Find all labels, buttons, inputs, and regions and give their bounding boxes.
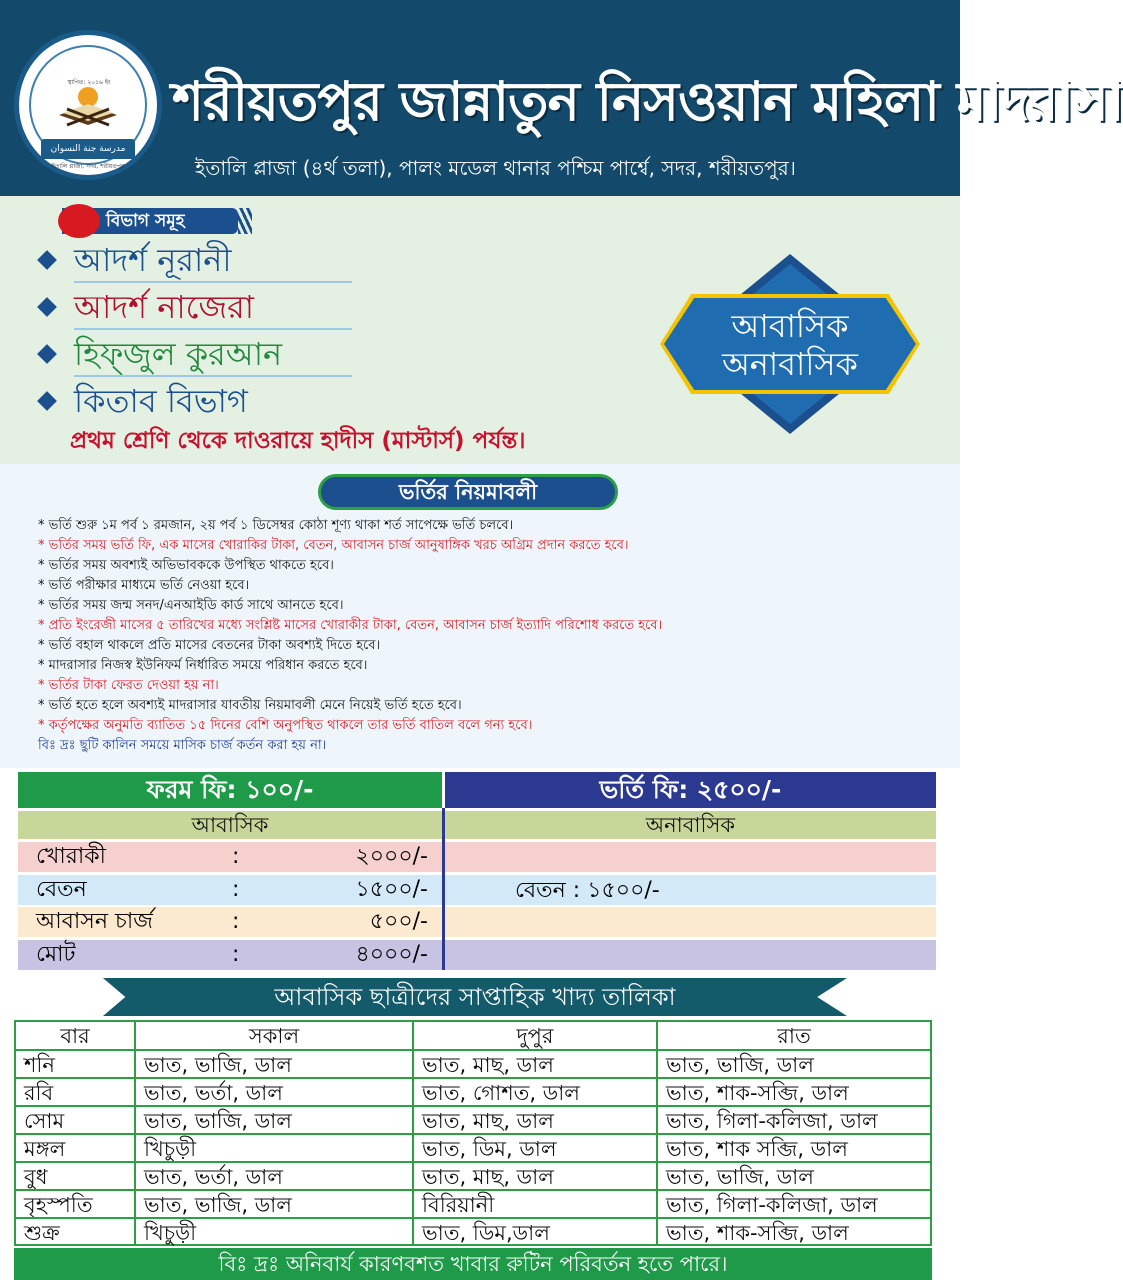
day-cell: সোম bbox=[24, 1109, 65, 1133]
food-heading: আবাসিক ছাত্রীদের সাপ্তাহিক খাদ্য তালিকা bbox=[274, 983, 676, 1011]
column-header: সকাল bbox=[248, 1024, 300, 1048]
table-row bbox=[16, 1191, 930, 1219]
rule-item: * মাদরাসার নিজস্ব ইউনিফর্ম নির্ধারিত সময়ে পরিধান করতে হবে। bbox=[38, 658, 368, 673]
rule-item: * ভর্তি শুরু ১ম পর্ব ১ রমজান, ২য় পর্ব ১ ডিসেম্বর কোঠা শূণ্য থাকা শর্ত সাপেক্ষে ভর্তি চলবে। bbox=[38, 518, 514, 533]
rules-heading-tag bbox=[318, 474, 618, 510]
meal-cell: ভাত, ভর্তা, ডাল bbox=[144, 1081, 283, 1105]
logo-ribbon: مدرسة جنة النسوان bbox=[41, 139, 135, 159]
meal-cell: ভাত, শাক-সব্জি, ডাল bbox=[666, 1221, 849, 1245]
food-heading-tag bbox=[103, 978, 847, 1016]
logo-established: স্থাপিত: ২০১৬ ইং bbox=[67, 79, 111, 86]
fee-amount: ২০০০/- bbox=[355, 844, 428, 869]
column-divider bbox=[412, 1022, 414, 1244]
department-label: হিফ্জুল কুরআন bbox=[74, 335, 283, 373]
meal-cell: ভাত, শাক সব্জি, ডাল bbox=[666, 1137, 848, 1161]
meal-cell: ভাত, ভাজি, ডাল bbox=[144, 1109, 292, 1133]
rule-item: * ভর্তির সময় অবশ্যই অভিভাবককে উপস্থিত থাকতে হবে। bbox=[38, 558, 334, 573]
fee-colon: : bbox=[232, 941, 240, 967]
meal-cell: ভাত, মাছ, ডাল bbox=[422, 1165, 554, 1189]
fee-colon: : bbox=[232, 909, 240, 934]
fee-amount: ৪০০০/- bbox=[355, 941, 428, 967]
diamond-bullet-icon bbox=[37, 250, 57, 270]
residential-header: আবাসিক bbox=[18, 811, 442, 839]
fee-label: মোট bbox=[36, 941, 76, 967]
department-item bbox=[40, 332, 320, 376]
meal-cell: ভাত, ভাজি, ডাল bbox=[666, 1165, 814, 1189]
diamond-bullet-icon bbox=[37, 391, 57, 411]
fee-table bbox=[18, 772, 936, 970]
fee-row bbox=[18, 842, 936, 872]
non-residential-header: অনাবাসিক bbox=[445, 811, 936, 839]
rule-item: * ভর্তির টাকা ফেরত দেওয়া হয় না। bbox=[38, 678, 219, 693]
address: ইতালি প্লাজা (৪র্থ তলা), পালং মডেল থানার পশ্চিম পার্শ্বে, সদর, শরীয়তপুর। bbox=[195, 156, 796, 180]
departments-section bbox=[0, 196, 960, 464]
rule-item: * প্রতি ইংরেজী মাসের ৫ তারিখের মধ্যে সংশ্লিষ্ট মাসের খোরাকীর টাকা, বেতন, আবাসন চার্জ ইত্যাদি পরিশোধ করতে হবে। bbox=[38, 618, 663, 633]
rule-item: * ভর্তি বহাল থাকলে প্রতি মাসের বেতনের টাকা অবশ্যই দিতে হবে। bbox=[38, 638, 381, 653]
table-row bbox=[16, 1163, 930, 1191]
divider bbox=[74, 328, 352, 330]
rule-item: * ভর্তির সময় জন্ম সনদ/এনআইডি কার্ড সাথে আনতে হবে। bbox=[38, 598, 344, 613]
fee-amount: ৫০০/- bbox=[369, 909, 428, 934]
fee-amount: ১৫০০/- bbox=[355, 876, 428, 902]
table-row bbox=[16, 1135, 930, 1163]
department-label: আদর্শ নূরানী bbox=[74, 241, 232, 279]
table-row bbox=[16, 1107, 930, 1135]
residency-line1: আবাসিক bbox=[731, 307, 849, 345]
admission-fee: ভর্তি ফি: ২৫০০/- bbox=[445, 772, 936, 808]
header-banner bbox=[0, 0, 1123, 196]
diamond-bullet-icon bbox=[37, 297, 57, 317]
meal-cell: ভাত, ভাজি, ডাল bbox=[144, 1193, 292, 1217]
column-divider bbox=[134, 1022, 136, 1244]
admission-rules-section bbox=[0, 464, 960, 768]
department-label: কিতাব বিভাগ bbox=[74, 382, 248, 420]
fee-row bbox=[18, 940, 936, 970]
form-fee: ফরম ফি: ১০০/- bbox=[18, 772, 442, 808]
rule-item: * কর্তৃপক্ষের অনুমতি ব্যাতিত ১৫ দিনের বেশি অনুপস্থিত থাকলে তার ভর্তি বাতিল বলে গন্য হবে। bbox=[38, 718, 533, 733]
table-row bbox=[16, 1079, 930, 1107]
meal-cell: ভাত, ভর্তা, ডাল bbox=[144, 1165, 283, 1189]
food-table bbox=[14, 1020, 932, 1246]
meal-cell: খিচুড়ী bbox=[144, 1137, 197, 1161]
department-item bbox=[40, 238, 320, 282]
meal-cell: ভাত, ভাজি, ডাল bbox=[144, 1053, 292, 1077]
column-divider bbox=[442, 808, 445, 970]
madrasa-logo bbox=[14, 30, 162, 180]
food-table-header bbox=[16, 1022, 930, 1050]
day-cell: মঙ্গল bbox=[24, 1137, 66, 1161]
table-row bbox=[16, 1051, 930, 1079]
page-title: শরীয়তপুর জান্নাতুন নিসওয়ান মহিলা মাদরাসা bbox=[172, 70, 1123, 133]
meal-cell: ভাত, মাছ, ডাল bbox=[422, 1053, 554, 1077]
logo-bottom-text: ইতালি প্লাজা, সদর, শরীয়তপুর bbox=[51, 163, 125, 170]
day-cell: বৃহস্পতি bbox=[24, 1193, 93, 1217]
day-cell: বুধ bbox=[24, 1165, 48, 1189]
footer-note: বিঃ দ্রঃ অনিবার্য কারণবশত খাবার রুটিন পরিবর্তন হতে পারে। bbox=[14, 1248, 932, 1280]
department-item bbox=[40, 379, 320, 423]
column-divider bbox=[656, 1022, 658, 1244]
rules-heading: ভর্তির নিয়মাবলী bbox=[398, 480, 538, 504]
table-row bbox=[16, 1219, 930, 1247]
fee-label: খোরাকী bbox=[36, 844, 106, 869]
department-item bbox=[40, 285, 320, 329]
rule-item: বিঃ দ্রঃ ছুটি কালিন সময়ে মাসিক চার্জ কর্তন করা হয় না। bbox=[38, 738, 327, 753]
fee-row bbox=[18, 907, 936, 937]
non-residential-fee: বেতন : ১৫০০/- bbox=[515, 878, 660, 903]
rule-item: * ভর্তি পরীক্ষার মাধ্যমে ভর্তি নেওয়া হবে। bbox=[38, 578, 250, 593]
meal-cell: ভাত, শাক-সব্জি, ডাল bbox=[666, 1081, 849, 1105]
meal-cell: বিরিয়ানী bbox=[422, 1193, 495, 1217]
fee-colon: : bbox=[232, 844, 240, 869]
departments-note: প্রথম শ্রেণি থেকে দাওরায়ে হাদীস (মাস্টার্স) পর্যন্ত। bbox=[70, 428, 526, 454]
fee-label: আবাসন চার্জ bbox=[36, 909, 153, 934]
meal-cell: ভাত, ভাজি, ডাল bbox=[666, 1053, 814, 1077]
rule-item: * ভর্তি হতে হলে অবশ্যই মাদরাসার যাবতীয় নিয়মাবলী মেনে নিয়েই ভর্তি হতে হবে। bbox=[38, 698, 462, 713]
column-header: রাত bbox=[777, 1024, 811, 1048]
red-dot-icon bbox=[58, 204, 100, 238]
divider bbox=[74, 375, 352, 377]
stripes-decoration bbox=[238, 208, 252, 234]
fee-colon: : bbox=[232, 876, 240, 902]
residency-badge bbox=[680, 254, 900, 434]
column-header: দুপুর bbox=[516, 1024, 554, 1048]
divider bbox=[74, 281, 352, 283]
department-label: আদর্শ নাজেরা bbox=[74, 288, 254, 326]
column-header: বার bbox=[60, 1024, 90, 1048]
meal-cell: খিচুড়ী bbox=[144, 1221, 197, 1245]
diamond-bullet-icon bbox=[37, 344, 57, 364]
meal-cell: ভাত, ডিম,ডাল bbox=[422, 1221, 550, 1245]
day-cell: শনি bbox=[24, 1053, 55, 1077]
meal-cell: ভাত, গিলা-কলিজা, ডাল bbox=[666, 1193, 878, 1217]
rule-item: * ভর্তির সময় ভর্তি ফি, এক মাসের খোরাকির টাকা, বেতন, আবাসন চার্জ আনুষাঙ্গিক খরচ অগ্রিম প্রদান করতে হবে। bbox=[38, 538, 629, 553]
fee-label: বেতন bbox=[36, 876, 87, 902]
day-cell: শুক্র bbox=[24, 1221, 60, 1245]
quran-book-icon bbox=[57, 85, 119, 129]
meal-cell: ভাত, গিলা-কলিজা, ডাল bbox=[666, 1109, 878, 1133]
meal-cell: ভাত, মাছ, ডাল bbox=[422, 1109, 554, 1133]
residency-line2: অনাবাসিক bbox=[722, 345, 858, 383]
meal-cell: ভাত, গোশত, ডাল bbox=[422, 1081, 580, 1105]
day-cell: রবি bbox=[24, 1081, 54, 1105]
departments-heading-tag bbox=[62, 208, 238, 234]
departments-heading: বিভাগ সমূহ bbox=[106, 211, 185, 231]
meal-cell: ভাত, ডিম, ডাল bbox=[422, 1137, 557, 1161]
